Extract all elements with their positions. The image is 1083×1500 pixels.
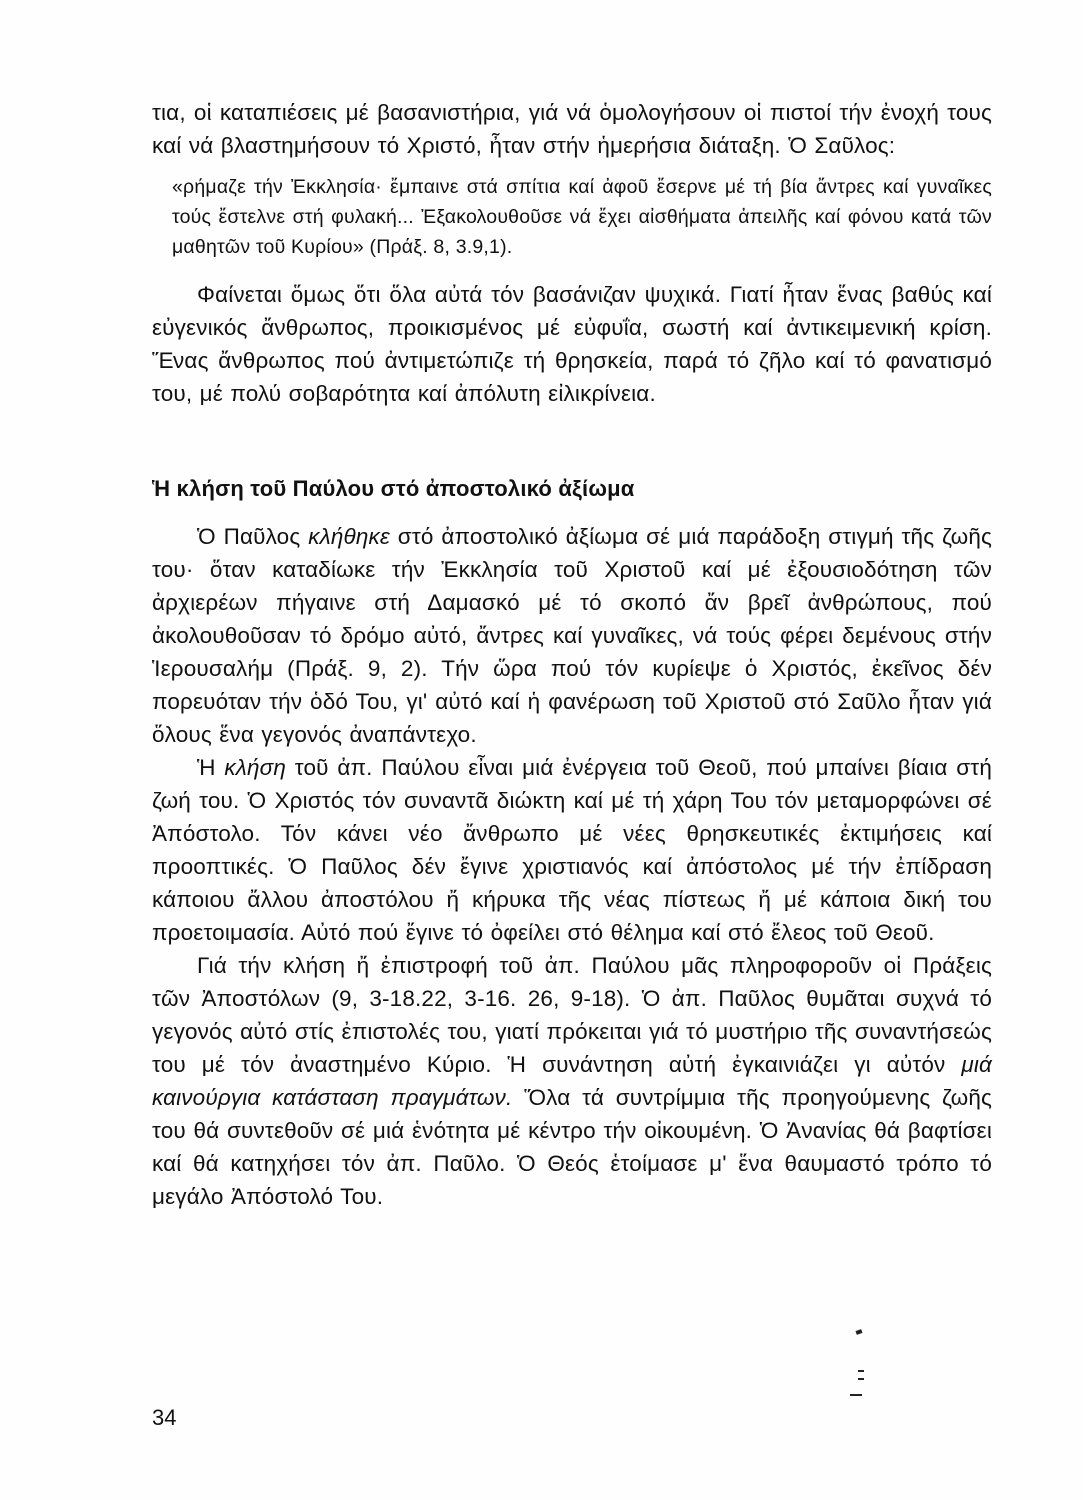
paragraph-1: τια, οἱ καταπιέσεις μέ βασανιστήρια, γιά νά ὁμολογήσουν οἱ πιστοί τήν ἐνοχή τους καί νά βλαστημήσουν τό Χριστό, ἦταν στήν ἡμερήσια διάταξη. Ὁ Σαῦλος: [152,100,992,158]
block-quote: «ρήμαζε τήν Ἐκκλησία· ἔμπαινε στά σπίτια καί ἀφοῦ ἔσερνε μέ τή βία ἄντρες καί γυναῖκες τούς ἔστελνε στή φυλακή... Ἐξακολουθοῦσε νά ἔχει αἰσθήματα ἀπειλῆς καί φόνου κατά τῶν μαθητῶν τοῦ Κυρίου» (Πράξ. 8, 3.9,1). [172,176,992,258]
ink-mark-4 [850,1394,862,1396]
paragraph-4 [152,751,992,949]
ink-mark-1 [855,1329,862,1335]
paragraph-4-emphasis: κλήση [224,755,286,780]
paragraph-2: Φαίνεται ὅμως ὅτι ὅλα αὐτά τόν βασάνιζαν ψυχικά. Γιατί ἦταν ἕνας βαθύς καί εὐγενικός ἄνθρωπος, προικισμένος μέ εὐφυΐα, σωστή καί ἀντικειμενική κρίση. Ἕνας ἄνθρωπος πού ἀντιμετώπιζε τή θρησκεία, παρά τό ζῆλο καί τό φανατισμό του, μέ πολύ σοβαρότητα καί ἀπόλυτη εἰλικρίνεια. [152,282,992,406]
page-number: 34 [152,1405,177,1430]
paragraph-3-emphasis: κλήθηκε [308,524,390,549]
paragraph-5-text-start: Γιά τήν κλήση ἤ ἐπιστροφή τοῦ ἀπ. Παύλου μᾶς πληροφοροῦν οἱ Πράξεις τῶν Ἀποστόλων (9, 3-18.22, 3-16. 26, 9-18). Ὁ ἀπ. Παῦλος θυμᾶται συχνά τό γεγονός αὐτό στίς ἐπιστολές του, γιατί πρόκειται γιά τό μυστήριο τῆς συναντήσεώς του μέ τόν ἀναστημένο Κύριο. Ἡ συνάντηση αὐτή ἐγκαινιάζει γι αὐτόν [152,953,992,1077]
paragraph-4-text-end: τοῦ ἀπ. Παύλου εἶναι μιά ἐνέργεια τοῦ Θεοῦ, πού μπαίνει βίαια στή ζωή του. Ὁ Χριστός τόν συναντᾶ διώκτη καί μέ τή χάρη Του τόν μεταμορφώνει σέ Ἀπόστολο. Τόν κάνει νέο ἄνθρωπο μέ νέες θρησκευτικές ἐκτιμήσεις καί προοπτικές. Ὁ Παῦλος δέν ἔγινε χριστιανός καί ἀπόστολος μέ τήν ἐπίδραση κάποιου ἄλλου ἀποστόλου ἤ κήρυκα τῆς νέας πίστεως ἤ μέ κάποια δική του προετοιμασία. Αὐτό πού ἔγινε τό ὀφείλει στό θέλημα καί στό ἔλεος τοῦ Θεοῦ. [152,755,992,945]
paragraph-5-text-end: Ὅλα τά συντρίμμια τῆς προηγούμενης ζωῆς του θά συντεθοῦν σέ μιά ἑνότητα μέ κέντρο τήν οἰκουμένη. Ὁ Ἀνανίας θά βαφτίσει καί θά κατηχήσει τόν ἀπ. Παῦλο. Ὁ Θεός ἑτοίμασε μ' ἕνα θαυμαστό τρόπο τό μεγάλο Ἀπόστολό Του. [152,1085,992,1209]
paragraph-5 [152,949,992,1213]
paragraph-3-text-start: Ὁ Παῦλος [197,524,309,549]
paragraph-4-text-start: Ἡ [197,755,225,780]
paragraph-3-text-end: στό ἀποστολικό ἀξίωμα σέ μιά παράδοξη στιγμή τῆς ζωῆς του· ὅταν καταδίωκε τήν Ἐκκλησία τοῦ Χριστοῦ καί μέ ἐξουσιοδότηση τῶν ἀρχιερέων πήγαινε στή Δαμασκό μέ τό σκοπό ἄν βρεῖ ἀνθρώπους, πού ἀκολουθοῦσαν τό δρόμο αὐτό, ἄντρες καί γυναῖκες, νά τούς φέρει δεμένους στήν Ἱερουσαλήμ (Πράξ. 9, 2). Τήν ὥρα πού τόν κυρίεψε ὁ Χριστός, ἐκεῖνος δέν πορευόταν τήν ὁδό Του, γι' αὐτό καί ἡ φανέρωση τοῦ Χριστοῦ στό Σαῦλο ἦταν γιά ὅλους ἕνα γεγονός ἀναπάντεχο. [152,524,992,747]
paragraph-3 [152,520,992,751]
section-heading: Ἡ κλήση τοῦ Παύλου στό ἀποστολικό ἀξίωμα [152,476,635,501]
text-column [152,96,992,1213]
ink-mark-2 [858,1370,864,1372]
ink-mark-3 [858,1378,864,1380]
paragraph-5-emphasis: μιά καινούργια κατάσταση πραγμάτων. [152,1052,992,1110]
